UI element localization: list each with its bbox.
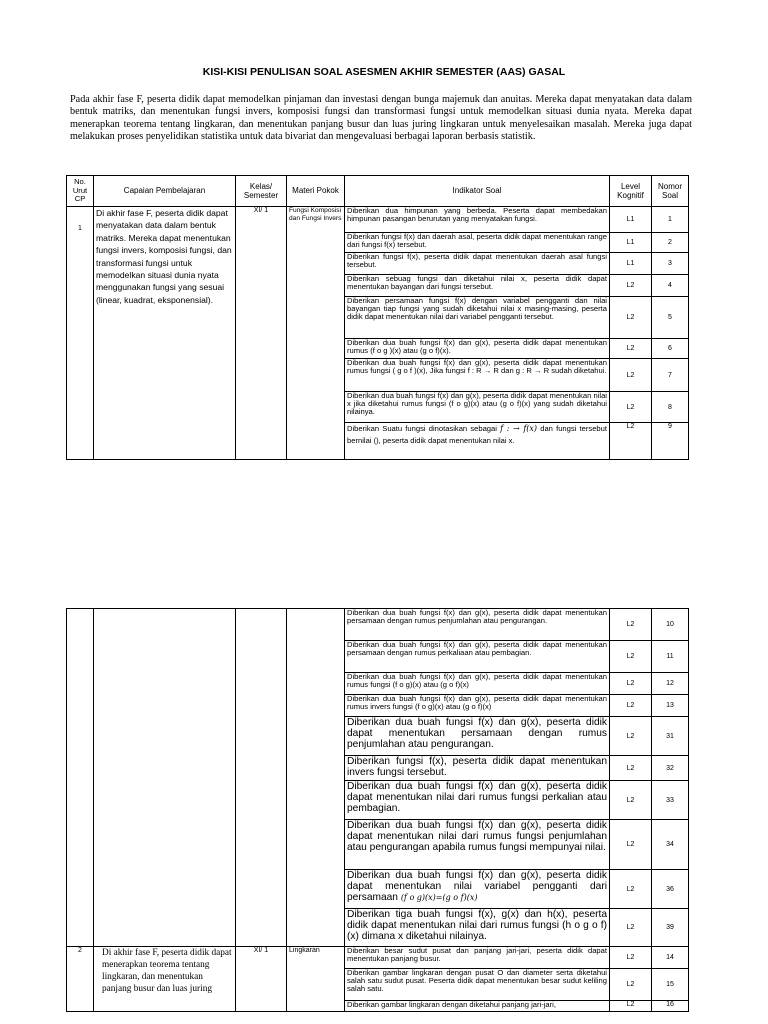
nomor-cell: 9 xyxy=(652,423,689,460)
kisi-table-part-2 xyxy=(66,608,689,1012)
level-cell: L2 xyxy=(610,1001,652,1012)
capaian-pembelajaran-cell: Di akhir fase F, peserta didik dapat menerapkan teorema tentang lingkaran, dan menentukan panjang busur dan luas juring xyxy=(94,947,236,1012)
nomor-cell: 8 xyxy=(652,392,689,423)
level-cell: L2 xyxy=(610,756,652,781)
nomor-cell: 5 xyxy=(652,297,689,339)
indikator-cell: Diberikan persamaan fungsi f(x) dengan variabel pengganti dan nilai bayangan tiap fungsi yang sudah diketahui nilai x masing-masing, peserta didik dapat menentukan nilai dari variabel pengganti tersebut. xyxy=(345,297,610,339)
cp-number-text: 1 xyxy=(78,225,82,232)
table-row xyxy=(67,609,689,641)
indikator-cell: Diberikan fungsi f(x), peserta didik dapat menentukan daerah asal fungsi tersebut. xyxy=(345,253,610,275)
cp-number xyxy=(67,207,94,460)
nomor-cell: 12 xyxy=(652,673,689,695)
level-cell: L2 xyxy=(610,820,652,870)
indikator-cell: Diberikan besar sudut pusat dan panjang jari-jari, peserta didik dapat menentukan panjang busur. xyxy=(345,947,610,969)
indikator-cell: Diberikan dua buah fungsi f(x) dan g(x), peserta didik dapat menentukan nilai x jika diketahui rumus fungsi (f o g)(x) atau (g o f)(x) yang sudah diketahui nilainya. xyxy=(345,392,610,423)
indikator-text: Diberikan dua buah fungsi f(x) dan g(x), peserta didik dapat menentukan nilai variabel pengganti dari persamaan xyxy=(347,870,607,904)
kelas-semester-cell: XI/ 1 xyxy=(236,207,287,460)
header-capaian-pembelajaran: Capaian Pembelajaran xyxy=(94,176,236,207)
level-cell: L2 xyxy=(610,339,652,359)
indikator-cell: Diberikan tiga buah fungsi f(x), g(x) dan h(x), peserta didik dapat menentukan nilai dari rumus fungsi (h o g o f)(x) dimana x diketahui nilainya. xyxy=(345,909,610,947)
header-materi-pokok: Materi Pokok xyxy=(287,176,345,207)
nomor-cell: 31 xyxy=(652,717,689,756)
level-cell: L2 xyxy=(610,969,652,1001)
table-header-row xyxy=(67,176,689,207)
level-cell: L1 xyxy=(610,233,652,253)
nomor-cell: 39 xyxy=(652,909,689,947)
math-expression: f : → f(x) xyxy=(500,424,538,433)
level-cell: L2 xyxy=(610,695,652,717)
indikator-text: Diberikan Suatu fungsi dinotasikan sebagai xyxy=(347,424,497,433)
nomor-cell: 33 xyxy=(652,781,689,820)
level-cell: L2 xyxy=(610,870,652,909)
nomor-cell: 32 xyxy=(652,756,689,781)
header-no-urut-cp: No. Urut CP xyxy=(67,176,94,207)
kelas-semester-continued xyxy=(236,609,287,947)
nomor-cell: 1 xyxy=(652,207,689,233)
indikator-text: dan fungsi tersebut bernilai (), peserta didik dapat menentukan nilai x. xyxy=(347,424,607,445)
header-level-kognitif: Level Kognitif xyxy=(610,176,652,207)
level-cell: L2 xyxy=(610,275,652,297)
level-cell: L2 xyxy=(610,673,652,695)
document-title: KISI-KISI PENULISAN SOAL ASESMEN AKHIR SEMESTER (AAS) GASAL xyxy=(202,66,566,78)
indikator-cell: Diberikan fungsi f(x), peserta didik dapat menentukan invers fungsi tersebut. xyxy=(345,756,610,781)
table-row xyxy=(67,207,689,233)
indikator-cell: Diberikan dua buah fungsi f(x) dan g(x), peserta didik dapat menentukan persamaan dengan rumus penjumlahan atau pengurangan. xyxy=(345,609,610,641)
materi-pokok-cell: Fungsi Komposisi dan Fungsi Invers xyxy=(287,207,345,460)
header-nomor-soal: Nomor Soal xyxy=(652,176,689,207)
indikator-cell: Diberikan dua buah fungsi f(x) dan g(x), peserta didik dapat menentukan rumus (f o g )(x) atau (g o f)(x). xyxy=(345,339,610,359)
nomor-cell: 11 xyxy=(652,641,689,673)
nomor-cell: 7 xyxy=(652,359,689,392)
nomor-cell: 3 xyxy=(652,253,689,275)
cp-number-continued xyxy=(67,609,94,947)
header-indikator-soal: Indikator Soal xyxy=(345,176,610,207)
indikator-cell: Diberikan dua buah fungsi f(x) dan g(x), peserta didik dapat menentukan rumus fungsi (f o g)(x) atau (g o f)(x) xyxy=(345,673,610,695)
indikator-cell: Diberikan gambar lingkaran dengan pusat O dan diameter serta diketahui salah satu sudut pusat. Peserta didik dapat menentukan besar sudut keliling salah satu. xyxy=(345,969,610,1001)
indikator-cell: Diberikan gambar lingkaran dengan diketahui panjang jari-jari, xyxy=(345,1001,610,1012)
level-cell: L2 xyxy=(610,297,652,339)
nomor-cell: 15 xyxy=(652,969,689,1001)
nomor-cell: 13 xyxy=(652,695,689,717)
math-expression: (f o g)(x)=(g o f)(x) xyxy=(400,893,478,903)
kisi-table-part-1 xyxy=(66,175,689,460)
indikator-cell: Diberikan dua buah fungsi f(x) dan g(x), peserta didik dapat menentukan nilai dari rumus fungsi perkalian atau pembagian. xyxy=(345,781,610,820)
nomor-cell: 34 xyxy=(652,820,689,870)
level-cell: L2 xyxy=(610,359,652,392)
level-cell: L2 xyxy=(610,609,652,641)
level-cell: L2 xyxy=(610,392,652,423)
capaian-pembelajaran-cell: Di akhir fase F, peserta didik dapat menyatakan data dalam bentuk matriks. Mereka dapat menentukan fungsi invers, komposisi fungsi, dan transformasi fungsi untuk memodelkan situasi dunia nyata menggunakan fungsi yang sesuai (linear, kuadrat, eksponensial). xyxy=(94,207,236,460)
capaian-pembelajaran-continued xyxy=(94,609,236,947)
level-cell: L2 xyxy=(610,641,652,673)
level-cell: L2 xyxy=(610,423,652,460)
nomor-cell: 36 xyxy=(652,870,689,909)
level-cell: L2 xyxy=(610,781,652,820)
indikator-cell: Diberikan dua buah fungsi f(x) dan g(x), peserta didik dapat menentukan persamaan dengan rumus perkaliaan atau pembagian. xyxy=(345,641,610,673)
indikator-cell: Diberikan dua buah fungsi f(x) dan g(x), peserta didik dapat menentukan nilai dari rumus fungsi penjumlahan atau pengurangan apabila rumus fungsi mempunyai nilai. xyxy=(345,820,610,870)
level-cell: L2 xyxy=(610,717,652,756)
table-row xyxy=(67,947,689,969)
header-kelas-semester: Kelas/ Semester xyxy=(236,176,287,207)
kelas-semester-cell: XI/ 1 xyxy=(236,947,287,1012)
indikator-cell: Diberikan sebuag fungsi dan diketahui nilai x, peserta didik dapat menentukan bayangan dari fungsi tersebut. xyxy=(345,275,610,297)
indikator-cell: Diberikan dua buah fungsi f(x) dan g(x), peserta didik dapat menentukan persamaan dengan rumus penjumlahan atau pengurangan. xyxy=(345,717,610,756)
indikator-cell: Diberikan fungsi f(x) dan daerah asal, peserta didik dapat menentukan range dari fungsi f(x) tersebut. xyxy=(345,233,610,253)
cp-number: 2 xyxy=(67,947,94,1012)
nomor-cell: 10 xyxy=(652,609,689,641)
nomor-cell: 6 xyxy=(652,339,689,359)
level-cell: L1 xyxy=(610,207,652,233)
indikator-cell: Diberikan dua buah fungsi f(x) dan g(x), peserta didik dapat menentukan rumus invers fungsi (f o g)(x) atau (g o f)(x) xyxy=(345,695,610,717)
materi-pokok-continued xyxy=(287,609,345,947)
intro-paragraph: Pada akhir fase F, peserta didik dapat memodelkan pinjaman dan investasi dengan bunga majemuk dan anuitas. Mereka dapat menyatakan data dalam bentuk matriks, dan menentukan fungsi invers, komposisi fungsi dan transformasi fungsi untuk memodelkan situasi dunia nyata. Mereka dapat menerapkan teorema tentang lingkaran, dan menentukan panjang busur dan luas juring lingkaran untuk menyelesaikan masalah. Mereka juga dapat melakukan proses penyelidikan statistika untuk data bivariat dan mengevaluasi berbagai laporan berbasis statistik. xyxy=(70,94,692,142)
indikator-cell xyxy=(345,870,610,909)
nomor-cell: 4 xyxy=(652,275,689,297)
indikator-cell: Diberikan dua himpunan yang berbeda. Peserta dapat membedakan himpunan pasangan berurutan yang menyatakan fungsi. xyxy=(345,207,610,233)
nomor-cell: 16 xyxy=(652,1001,689,1012)
nomor-cell: 14 xyxy=(652,947,689,969)
level-cell: L1 xyxy=(610,253,652,275)
indikator-cell xyxy=(345,423,610,460)
nomor-cell: 2 xyxy=(652,233,689,253)
level-cell: L2 xyxy=(610,909,652,947)
level-cell: L2 xyxy=(610,947,652,969)
indikator-cell: Diberikan dua buah fungsi f(x) dan g(x), peserta didik dapat menentukan rumus fungsi ( g o f )(x), Jika fungsi f : R → R dan g : R → R sudah diketahui. xyxy=(345,359,610,392)
materi-pokok-cell: Lingkaran xyxy=(287,947,345,1012)
